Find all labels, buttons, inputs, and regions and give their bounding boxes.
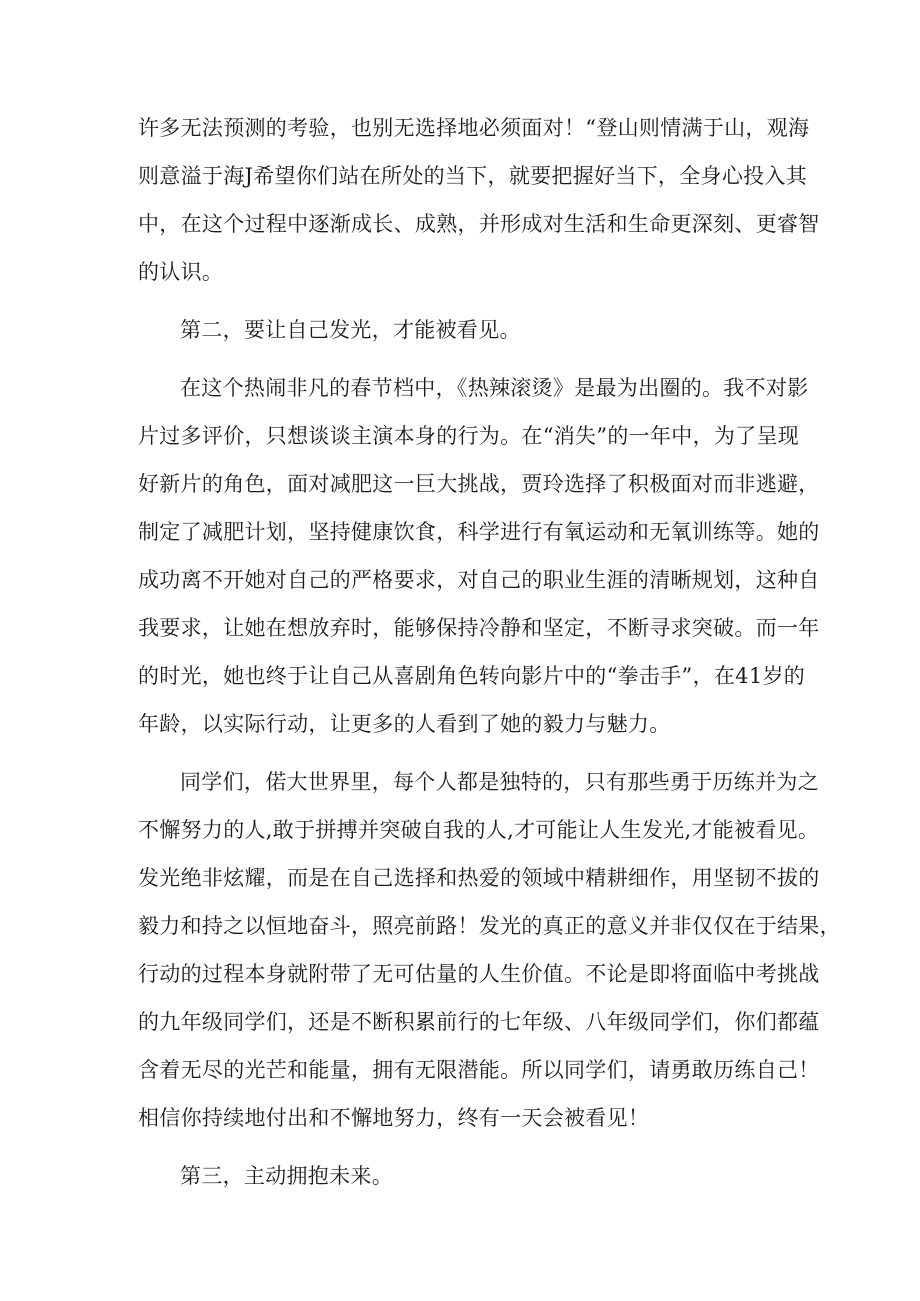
text-line: 年龄，以实际行动，让更多的人看到了她的毅力与魅力。 xyxy=(138,712,671,736)
text-line: 含着无尽的光芒和能量，拥有无限潜能。所以同学们，请勇敢历练自己！ xyxy=(138,1058,820,1082)
paragraph-3 xyxy=(138,364,820,748)
text-line: 则意溢于海J希望你们站在所处的当下，就要把握好当下，全身心投入其 xyxy=(138,164,808,188)
text-line: 行动的过程本身就附带了无可估量的人生价值。不论是即将面临中考挑战 xyxy=(138,962,820,986)
text-line: 成功离不开她对自己的严格要求，对自己的职业生涯的清晰规划，这种自 xyxy=(138,568,820,592)
text-line: 毅力和持之以恒地奋斗，照亮前路！发光的真正的意义并非仅仅在于结果， xyxy=(138,914,841,938)
document-body xyxy=(138,104,841,1200)
section-heading: 第二，要让自己发光，才能被看见。 xyxy=(180,318,521,342)
text-line: 的认识。 xyxy=(138,260,224,284)
paragraph-2-heading xyxy=(138,306,788,354)
text-line: 在这个热闹非凡的春节档中，《热辣滚烫》是最为出圈的。我不对影 xyxy=(180,376,809,400)
text-line: 的九年级同学们，还是不断积累前行的七年级、八年级同学们，你们都蕴 xyxy=(138,1010,820,1034)
text-line: 制定了减肥计划，坚持健康饮食，科学进行有氧运动和无氧训练等。她的 xyxy=(138,520,820,544)
text-line: 片过多评价，只想谈谈主演本身的行为。在“消失”的一年中，为了呈现 xyxy=(138,424,800,448)
text-line: 中，在这个过程中逐渐成长、成熟，并形成对生活和生命更深刻、更睿智 xyxy=(138,212,820,236)
paragraph-5-heading xyxy=(138,1152,788,1200)
section-heading: 第三，主动拥抱未来。 xyxy=(180,1164,393,1188)
paragraph-4 xyxy=(138,758,841,1142)
text-line: 相信你持续地付出和不懈地努力，终有一天会被看见！ xyxy=(138,1106,650,1130)
text-line: 发光绝非炫耀，而是在自己选择和热爱的领域中精耕细作，用坚韧不拔的 xyxy=(138,866,820,890)
text-line: 同学们，偌大世界里，每个人都是独特的，只有那些勇于历练并为之 xyxy=(180,770,819,794)
text-line: 许多无法预测的考验，也别无选择地必须面对！“登山则情满于山，观海 xyxy=(138,116,810,140)
text-line: 好新片的角色，面对减肥这一巨大挑战，贾玲选择了积极面对而非逃避， xyxy=(138,472,820,496)
text-line: 我要求，让她在想放弃时，能够保持冷静和坚定，不断寻求突破。而一年 xyxy=(138,616,820,640)
text-line: 不懈努力的人,敢于拼搏并突破自我的人,才可能让人生发光,才能被看见。 xyxy=(138,818,820,842)
paragraph-1 xyxy=(138,104,820,296)
text-line: 的时光，她也终于让自己从喜剧角色转向影片中的“拳击手”，在41岁的 xyxy=(138,664,806,688)
